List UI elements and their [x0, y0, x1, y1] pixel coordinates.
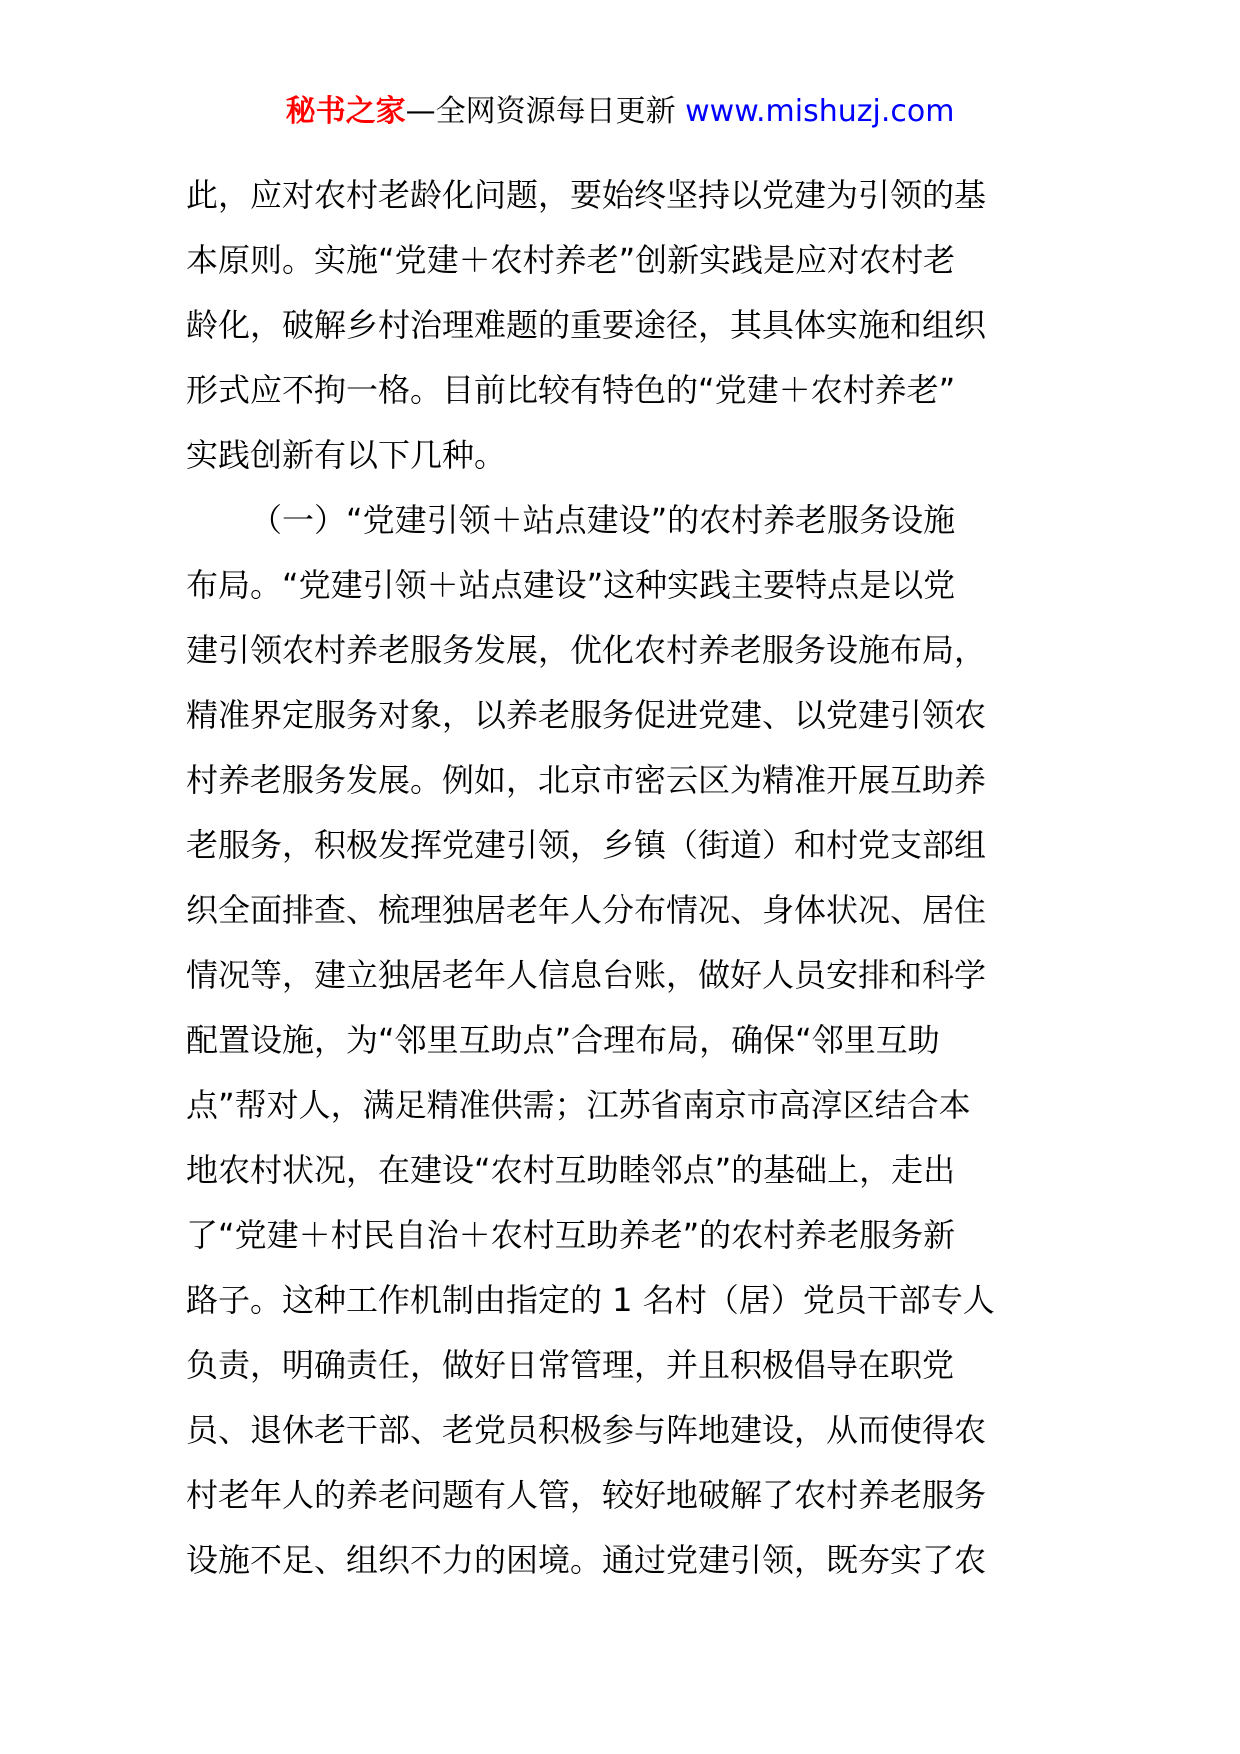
body-line: 村老年人的养老问题有人管，较好地破解了农村养老服务 — [186, 1476, 987, 1514]
body-line: 形式应不拘一格。目前比较有特色的“党建＋农村养老” — [186, 371, 956, 409]
section-heading-line: （一）“党建引领＋站点建设”的农村养老服务设施 — [250, 501, 956, 539]
banner-tagline: —全网资源每日更新 — [405, 94, 686, 129]
body-line: 建引领农村养老服务发展，优化农村养老服务设施布局， — [186, 631, 987, 669]
body-line: 此，应对农村老龄化问题，要始终坚持以党建为引领的基 — [186, 176, 987, 214]
body-line: 了“党建＋村民自治＋农村互助养老”的农村养老服务新 — [186, 1216, 956, 1254]
body-line: 实践创新有以下几种。 — [186, 436, 507, 474]
body-line: 点”帮对人，满足精准供需；江苏省南京市高淳区结合本 — [186, 1086, 971, 1124]
body-line: 设施不足、组织不力的困境。通过党建引领，既夯实了农 — [186, 1541, 987, 1579]
body-line: 村养老服务发展。例如，北京市密云区为精准开展互助养 — [186, 761, 987, 799]
body-line: 员、退休老干部、老党员积极参与阵地建设，从而使得农 — [186, 1411, 987, 1449]
body-line: 地农村状况，在建设“农村互助睦邻点”的基础上，走出 — [186, 1151, 956, 1189]
body-line: 精准界定服务对象，以养老服务促进党建、以党建引领农 — [186, 696, 987, 734]
site-banner — [0, 92, 1240, 132]
body-line: 路子。这种工作机制由指定的 1 名村（居）党员干部专人 — [186, 1281, 995, 1319]
body-line: 布局。“党建引领＋站点建设”这种实践主要特点是以党 — [186, 566, 956, 604]
site-url-link[interactable]: www.mishuzj.com — [685, 94, 955, 129]
body-line: 情况等，建立独居老年人信息台账，做好人员安排和科学 — [186, 956, 987, 994]
body-line: 织全面排查、梳理独居老年人分布情况、身体状况、居住 — [186, 891, 987, 929]
body-line: 负责，明确责任，做好日常管理，并且积极倡导在职党 — [186, 1346, 955, 1384]
body-line: 老服务，积极发挥党建引领，乡镇（街道）和村党支部组 — [186, 826, 987, 864]
body-line: 龄化，破解乡村治理难题的重要途径，其具体实施和组织 — [186, 306, 987, 344]
body-line: 配置设施，为“邻里互助点”合理布局，确保“邻里互助 — [186, 1021, 940, 1059]
brand-name: 秘书之家 — [285, 94, 406, 129]
body-line: 本原则。实施“党建＋农村养老”创新实践是应对农村老 — [186, 241, 956, 279]
document-body — [186, 163, 1066, 1593]
